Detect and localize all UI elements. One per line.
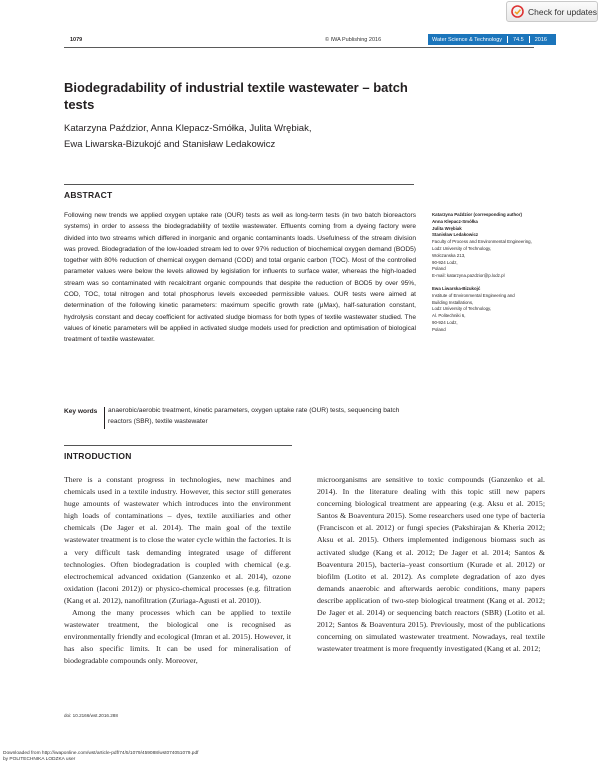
affiliation-line: 90-924 Lodz, xyxy=(432,259,458,265)
journal-name: Water Science & Technology xyxy=(432,36,503,43)
intro-right-column xyxy=(317,474,545,655)
page-number: 1079 xyxy=(70,37,83,43)
affiliation-line: Lodz University of Technology, xyxy=(432,306,492,312)
check-for-updates-label: Check for updates xyxy=(528,6,597,17)
affiliation-block-1 xyxy=(432,212,572,280)
header-rule xyxy=(64,47,534,48)
affiliation-line: Poland xyxy=(432,266,446,272)
download-line: by POLITECHNIKA LODZKA user xyxy=(3,757,76,762)
banner-divider xyxy=(507,36,508,43)
affiliation-line: Institute of Environmental Engineering and xyxy=(432,292,515,298)
affiliation-line: 90-924 Lodz, xyxy=(432,319,458,325)
author-affiliations xyxy=(432,212,572,340)
affiliation-line: Anna Klepacz-Smółka xyxy=(432,218,478,224)
affiliation-line: Katarzyna Paździor (corresponding author) xyxy=(432,212,523,217)
journal-year: 2016 xyxy=(534,36,547,43)
introduction-rule xyxy=(64,445,292,446)
affiliation-line: Ewa Liwarska-Bizukojć xyxy=(432,285,481,291)
check-for-updates-button[interactable] xyxy=(506,1,598,22)
download-note xyxy=(3,751,198,763)
affiliation-line: Wolczanska 213, xyxy=(432,252,466,258)
affiliation-line: Al. Politechniki 6, xyxy=(432,313,466,319)
doi: doi: 10.2166/wst.2016.288 xyxy=(64,713,118,718)
abstract-heading: ABSTRACT xyxy=(64,190,113,200)
introduction-heading: INTRODUCTION xyxy=(64,451,132,461)
affiliation-block-2 xyxy=(432,286,572,334)
keywords-label: Key words xyxy=(64,408,98,415)
affiliation-line: Poland xyxy=(432,326,446,332)
intro-paragraph: Among the many processes which can be applied to textile wastewater treatment, the biological one is recognised as environmentally friendly and ecological (Imran et al. 2015). However, it has also specific limits. It can be used for mineralisation of biodegradable compounds only. Moreover, xyxy=(64,608,291,666)
affiliation-email[interactable]: E-mail: katarzyna.pazdzior@p.lodz.pl xyxy=(432,273,505,279)
check-updates-icon xyxy=(511,5,524,18)
journal-volume: 74.5 xyxy=(513,36,524,43)
intro-left-column xyxy=(64,474,291,668)
affiliation-line: Faculty of Process and Environmental Engineering, xyxy=(432,239,532,245)
affiliation-line: Julita Wrębiak xyxy=(432,225,462,231)
intro-paragraph: microorganisms are sensitive to toxic compounds (Ganzenko et al. 2014). In the literature dealing with this topic still new papers concerning biological treatment are appearing (e.g. Aksu et al. 2015; Santos & Boaventura 2015). Some researchers used one type of bacteria (Franciscon et al. 2012) or fungi species (Pakshirajan & Kheria 2012; Aksu et al. 2015). Others implemented indigenous biomass such as activated sludge (Kang et al. 2012; De Jager et al. 2014; Santos & Boaventura 2015), bacteria–yeast consortium (Kurade et al. 2012) or biofilm (Lotito et al. 2012). As complete degradation of azo dyes demands anaerobic and afterwards aerobic conditions, many papers describe application of two-step biological treatment (Kang et al. 2012; De Jager et al. 2014) or sequencing batch reactors (SBR) (Lotito et al. 2012; Santos & Boaventura 2015). Previously, most of the publications concerning on simulated wastewater treatment. Nowadays, real textile wastewater treatment is more frequently investigated (Kang et al. 2012; xyxy=(317,475,545,654)
journal-banner xyxy=(428,34,556,45)
publisher-note: © IWA Publishing 2016 xyxy=(325,37,382,43)
authors-line: Katarzyna Paździor, Anna Klepacz-Smółka, Julita Wrębiak, xyxy=(64,123,312,134)
article-title: Biodegradability of industrial textile wastewater – batch tests xyxy=(64,80,408,112)
affiliation-line: Lodz University of Technology, xyxy=(432,245,492,251)
banner-divider xyxy=(529,36,530,43)
keywords-divider xyxy=(104,407,105,429)
intro-paragraph: There is a constant progress in technologies, new machines and chemicals used in a textile industry. However, this sector still generates huge amounts of wastewater which introduces into the environment high loads of contaminations – dyes, textile auxiliaries and other chemicals (De Jager et al. 2014). The main goal of the textile wastewater treatment is to close the water cycle within the factories. It is a very difficult task demanding integrated usage of different technologies. Often biodegradation is coupled with chemical (e.g. electrochemical advanced oxidation (Ganzenko et al. 2014), ozone oxidation (Iaconi 2012)) or physico-chemical processes (e.g. filtration (Kang et al. 2012), nanofiltration (Zuriaga-Agusti et al. 2010)). xyxy=(64,475,291,605)
author-list xyxy=(64,121,394,153)
keywords-text: anaerobic/aerobic treatment, kinetic parameters, oxygen uptake rate (OUR) tests, sequencing batch reactors (SBR), textile wastewater xyxy=(108,407,400,426)
affiliation-line: Building Installations, xyxy=(432,299,474,305)
download-line: Downloaded from http://iwaponline.com/wst/article-pdf/74/5/1079/459088/wst074051079.pdf xyxy=(3,751,199,756)
abstract-text: Following new trends we applied oxygen uptake rate (OUR) tests as well as long-term tests (in two batch bioreactors systems) in order to assess the biodegradability of textile wastewater. Effluents coming from a dyeing factory were divided into two streams which differed in inorganic and organic contaminants loads. Usefulness of the stream division was proved. Biodegradation of the low-loaded stream led to over 97% reduction of biochemical oxygen demand (BOD5) together with 80% reduction of chemical oxygen demand (COD) and total organic carbon (TOC). Most of the controlled parameter values were below the levels allowed by legislation for influents to surface water, whereas the high-loaded stream was so contaminated with recalcitrant organic compounds that despite the reduction of BOD5 by over 95%, COD, TOC, total nitrogen and total phosphorus levels exceeded permissible values. OUR tests were aimed at determination of the following kinetic parameters: maximum specific growth rate (μMax), half-saturation constant, hydrolysis constant and decay coefficient for activated sludge biomass for both types of textile wastewater studied. The values of kinetic parameters will be applied in activated sludge models used for prediction and optimisation of biological treatment of textile wastewater. xyxy=(64,212,416,344)
affiliation-line: Stanisław Ledakowicz xyxy=(432,232,479,238)
abstract-rule xyxy=(64,184,414,185)
authors-line: Ewa Liwarska-Bizukojć and Stanisław Ledakowicz xyxy=(64,139,276,150)
